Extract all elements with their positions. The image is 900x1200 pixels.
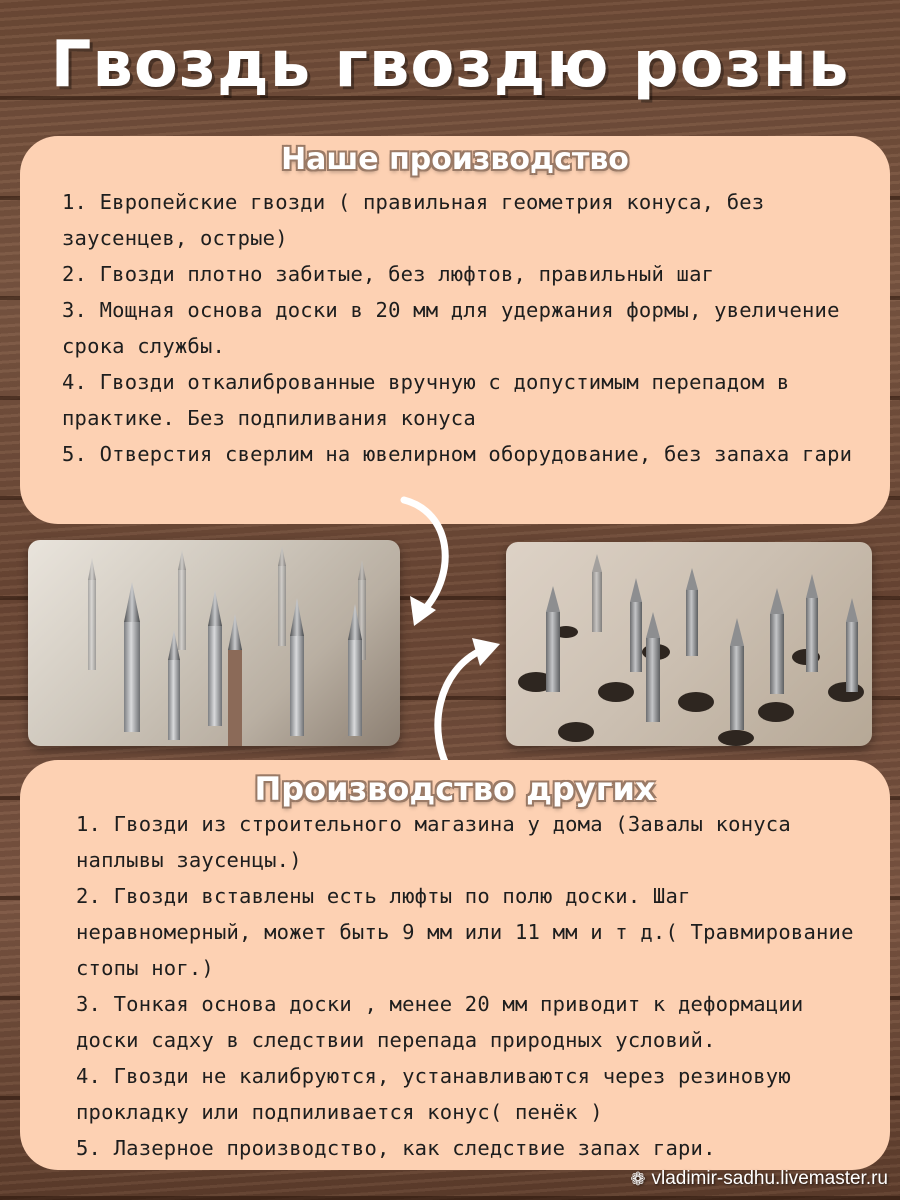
list-item: 3. Тонкая основа доски , менее 20 мм приводит к деформации доски садху в следствии перепада природных условий. bbox=[76, 992, 804, 1052]
watermark-text: vladimir-sadhu.livemaster.ru bbox=[651, 1168, 888, 1189]
page-title: Гвоздь гвоздю рознь bbox=[50, 28, 850, 102]
flower-gear-icon: ❁ bbox=[630, 1168, 646, 1189]
list-item: 5. Отверстия сверлим на ювелирном оборудование, без запаха гари bbox=[62, 442, 853, 466]
list-item: 5. Лазерное производство, как следствие запах гари. bbox=[76, 1136, 716, 1160]
list-item: 3. Мощная основа доски в 20 мм для удержания формы, увеличение срока службы. bbox=[62, 298, 840, 358]
watermark bbox=[630, 1168, 888, 1190]
our-production-heading: Наше производство bbox=[281, 142, 629, 177]
our-production-panel bbox=[20, 136, 890, 524]
list-item: 2. Гвозди плотно забитые, без люфтов, правильный шаг bbox=[62, 262, 715, 286]
list-item: 4. Гвозди откалиброванные вручную с допустимым перепадом в практике. Без подпиливания конуса bbox=[62, 370, 790, 430]
others-production-list bbox=[76, 806, 876, 1166]
list-item: 1. Европейские гвозди ( правильная геометрия конуса, без заусенцев, острые) bbox=[62, 190, 765, 250]
nails-illustration bbox=[28, 540, 400, 746]
photo-other-nails bbox=[506, 542, 872, 746]
others-production-heading: Производство других bbox=[254, 770, 656, 808]
photo-our-nails bbox=[28, 540, 400, 746]
list-item: 2. Гвозди вставлены есть люфты по полю доски. Шаг неравномерный, может быть 9 мм или 11 мм и т д.( Травмирование стопы ног.) bbox=[76, 884, 854, 980]
nails-board-illustration bbox=[506, 542, 872, 746]
list-item: 4. Гвозди не калибруются, устанавливаются через резиновую прокладку или подпиливается конус( пенёк ) bbox=[76, 1064, 791, 1124]
curved-arrow-down-icon bbox=[396, 492, 466, 632]
our-production-list bbox=[62, 184, 882, 472]
list-item: 1. Гвозди из строительного магазина у дома (Завалы конуса наплывы заусенцы.) bbox=[76, 812, 791, 872]
curved-arrow-up-icon bbox=[424, 630, 504, 780]
others-production-panel bbox=[20, 760, 890, 1170]
